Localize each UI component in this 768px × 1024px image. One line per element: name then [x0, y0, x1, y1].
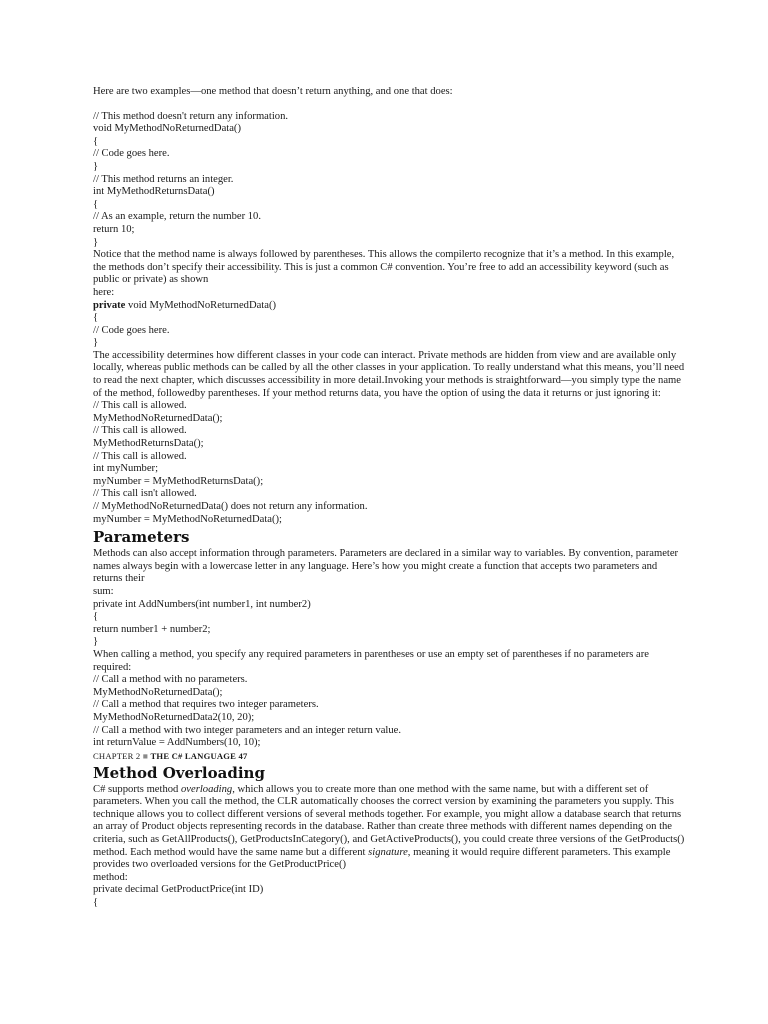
chapter-label: CHAPTER 2 — [93, 750, 141, 761]
code-line: myNumber = MyMethodReturnsData(); — [93, 475, 264, 487]
code-line: int returnValue = AddNumbers(10, 10); — [93, 737, 261, 749]
code-line: { — [93, 135, 99, 147]
code-line: // Code goes here. — [93, 324, 170, 336]
code-block-1 — [93, 111, 688, 250]
code-line: myNumber = MyMethodNoReturnedData(); — [93, 513, 282, 525]
paragraph-notice: Notice that the method name is always followed by parentheses. This allows the compilerto recognize that it’s a method. In this example, the methods don’t specify their accessibility. This is just a common C# convention. You’re free to add an accessibility keyword (such as public or private) as shown — [93, 249, 675, 286]
code-line: int MyMethodReturnsData() — [93, 186, 215, 198]
code-line: { — [93, 312, 99, 324]
code-block-2 — [93, 312, 688, 350]
code-line: // This call is allowed. — [93, 425, 187, 437]
code-line: void MyMethodNoReturnedData() — [93, 123, 241, 135]
overloading-text: , which allows you to create more than one method with the same name, but with a different set of parameters. When you call the method, the CLR automatically chooses the correct version by examining the parameters you supply. This technique allows you to collect different versions of several methods together. For example, you might allow a database search that returns an array of Product objects representing records in the database. Rather than create three methods with different names depending on the criteria, such as GetAllProducts(), GetProductsInCategory(), and GetActiveProducts(), you could create three versions of the GetProducts() method. Each method would have the same name but a different — [93, 783, 685, 858]
code-line: MyMethodReturnsData(); — [93, 438, 204, 450]
overloading-term: overloading — [181, 783, 233, 795]
code-line: } — [93, 337, 99, 349]
code-line: { — [93, 198, 99, 210]
private-method-rest: void MyMethodNoReturnedData() — [125, 299, 277, 311]
paragraph-calling: When calling a method, you specify any required parameters in parentheses or use an empty set of parentheses if no parameters are required: — [93, 648, 649, 673]
code-line: // MyMethodNoReturnedData() does not return any information. — [93, 501, 368, 512]
spacer — [93, 99, 688, 111]
heading-method-overloading: Method Overloading — [93, 763, 265, 782]
overloading-text: , meaning it would require different parameters. This example provides two overloaded versions for the GetProductPrice() — [93, 846, 671, 871]
paragraph-accessibility: The accessibility determines how different classes in your code can interact. Private methods are hidden from view and are available only locally, whereas public methods can be called by all the other classes in your application. To really understand what this means, you’ll need to read the next chapter, which discusses accessibility in more detail.Invoking your methods is straightforward—you simply type the name of the method, followedby parentheses. If your method returns data, you have the option of using the data it returns or just ignoring it: — [93, 349, 685, 399]
code-line: // Call a method with no parameters. — [93, 674, 248, 686]
paragraph-parameters: Methods can also accept information through parameters. Parameters are declared in a similar way to variables. By convention, parameter names always begin with a lowercase letter in any language. Here’s how you might create a function that accepts two parameters and returns their — [93, 548, 679, 585]
code-line: // This call is allowed. — [93, 400, 187, 412]
code-block-4 — [93, 599, 688, 649]
code-line: // Call a method that requires two integer parameters. — [93, 699, 319, 711]
code-line: { — [93, 897, 99, 909]
code-line: } — [93, 236, 99, 248]
code-line: // This method doesn't return any information. — [93, 110, 289, 122]
code-line: { — [93, 611, 99, 623]
chapter-title: THE C# LANGUAGE — [150, 750, 237, 761]
code-block-5 — [93, 674, 688, 750]
code-line: // Code goes here. — [93, 148, 170, 160]
code-line: return 10; — [93, 223, 135, 235]
intro-text: Here are two examples—one method that doesn’t return anything, and one that does: — [93, 86, 453, 97]
code-line: // Call a method with two integer parameters and an integer return value. — [93, 724, 401, 736]
signature-term: signature — [368, 846, 408, 858]
private-keyword: private — [93, 299, 126, 311]
code-line: // This call is allowed. — [93, 450, 187, 462]
code-line: // As an example, return the number 10. — [93, 211, 261, 223]
page-number: 47 — [238, 750, 248, 761]
code-line: MyMethodNoReturnedData(); — [93, 686, 223, 698]
code-block-3 — [93, 400, 688, 526]
code-line: private decimal GetProductPrice(int ID) — [93, 884, 264, 896]
private-method-line — [93, 300, 688, 313]
code-line: } — [93, 636, 99, 648]
code-line: // This call isn't allowed. — [93, 488, 197, 500]
here-label: here: — [93, 286, 115, 298]
code-line: int myNumber; — [93, 463, 159, 475]
code-line: MyMethodNoReturnedData(); — [93, 412, 223, 424]
code-line: private int AddNumbers(int number1, int number2) — [93, 598, 311, 610]
sum-label: sum: — [93, 585, 114, 597]
code-line: } — [93, 160, 99, 172]
chapter-separator: ■ — [140, 750, 151, 761]
overloading-text: C# supports method — [93, 783, 181, 795]
heading-parameters: Parameters — [93, 528, 190, 547]
code-block-6 — [93, 884, 688, 909]
code-line: // This method returns an integer. — [93, 173, 234, 185]
code-line: MyMethodNoReturnedData2(10, 20); — [93, 711, 255, 723]
method-label: method: — [93, 871, 128, 883]
running-footer — [93, 751, 688, 762]
paragraph-overloading — [93, 784, 688, 872]
code-line: return number1 + number2; — [93, 623, 211, 635]
